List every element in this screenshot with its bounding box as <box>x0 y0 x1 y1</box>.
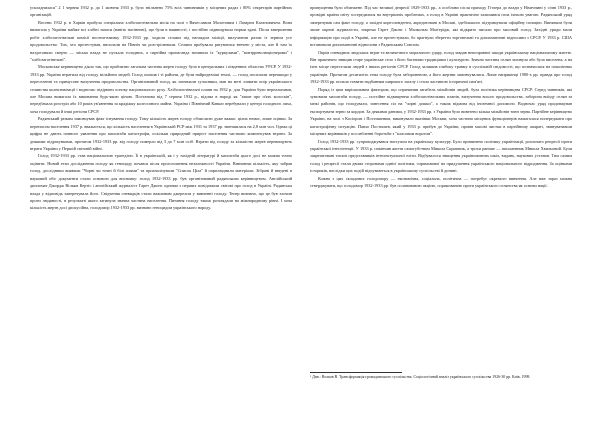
paragraph: Голод 1932-1933 рр. супроводжувався наступом на українську культуру. Було припинено політику українізації, розпочато репресії проти української інтелігенції. У 1933 р. покінчив життя самогубством Микола Скрипник, а трохи раніше — письменник Микола Хвильовий. Були заарештовані тисячі представників інтелектуальної еліти. Відбувалося знищення україномовних шкіл, видань, наукових установ. Тим самим голод і репресії стали двома сторонами однієї політики, спрямованої на придушення українського національного відродження. За оцінками істориків, наслідки цих подій відчуваються в українському суспільстві й донині. <box>310 138 572 174</box>
paragraph: ускладнилася" 2 1 червня 1932 р. до 1 жовтня 1933 р. було звільнено 75% всіх чиновників у місцевих радах і 80% секретарів партійних організацій. <box>30 5 292 18</box>
footnote-separator <box>310 372 402 373</box>
paragraph: Московське керівництво діяло так, що приблизно загальна частина жертв голоду була в центральних і південних областях УРСР. У 1932-1933 рр. Україна втратила від голоду мільйони людей. Голод охопив і ті райони, де були найродючіші землі, — голод посилили перешкоди у переселенні та примусове вилучення продовольства. Організований голод, як зазначали сучасники, мав на меті зламати опір українського селянства колективізації і водночас підірвати основу національного руху. Хлібозаготівельні плани на 1932 р. для України були нереальними, але Москва вимагала їх виконання будь-якою ціною. Постанова від 7 серпня 1932 р., відома в народі як "закон про п'ять колосків", передбачала розстріл або 10 років ув'язнення за крадіжку колгоспного майна. Україна і Північний Кавказ перебували у центрі голодного лиха, хоча голодували й інші регіони СРСР. <box>30 64 292 114</box>
paragraph: Голод 1932-1933 рр. став національною трагедією. Її в українській, як і у західній літературі й масштаби цього досі не можна точно оцінити. Новий етап дослідження голоду як геноциду почався після проголошення незалежності України. Вивчаючи кількість, яку забрав голод, дослідники виявили "Чорні чи точні й білі плями" та проаналізували "Список Ціла" й оприлюднили матеріали. Зібрані й введені в науковий обіг документи стали основою для висновку: голод 1932-1933 рр. був організований радянським керівництвом. Англійський дипломат Джордж Вільям Кертіс і англійський журналіст Гарет Джонс одними з перших повідомили світові про голод в Україні. Радянська влада у відповідь заперечувала його. Свідчення очевидців стали важливим джерелом у вивченні голоду. Тепер визнано, що це був злочин проти людяності, в результаті якого загинула значна частина населення. Питання голоду також розглядали на міжнародному рівні. І хоча кількість жертв досі дискусійна, голодомор 1932-1933 рр. визнано геноцидом українського народу. <box>30 153 292 211</box>
right-text-column <box>310 4 572 190</box>
footnote: ¹ Див.: Волков В. Трансформація громадянського суспільства. Соціологічний аналіз українського суспільства 1926-30 рр. Київ, 1998. <box>310 375 531 379</box>
paragraph: Восени 1932 р. в Харків прибула спеціальна хлібозаготівельна місія на чолі з Вячеславом Молотовим і Лазарем Кагановичем. Вона вимагала у України майже всі хлібні запаси (навіть насіннєві), що були в наявності, і постійно підвищувала норми здачі. Після завершення робіт хлібозаготівельні комісії восени-взимку 1932-1933 рр. ходили селами під наглядом міліції, вилучаючи разом із зерном усе продовольство. Тих, хто протестував, висилали на Північ чи розстрілювали. Селяни пробували рятуватися втечею у міста, але й там їх наздоганяли смерть — міська влада не пускала голодних, а партійна пропаганда називала їх "куркулями", "контрреволюціонерами" і "хлібозаготівельні". <box>30 19 292 62</box>
left-text-column <box>30 4 292 212</box>
paragraph: Радянський режим замовчував факт існування голоду. Тому кількість жертв голоду обчислити дуже важко: цілих немає, лише оцінки. За переписом населення 1937 р. вважається, що кількість населення в Українській РСР між 1931 та 1937 рр. зменшилася на 2,8 млн чол. Однак ці цифри не дають повного уявлення про масштаби катастрофи, оскільки природний приріст населення частково компенсував втрати. За деякими підрахунками, протягом 1932-1933 рр. від голоду померло від 3 до 7 млн осіб. Втрати від голоду за кількістю жертв перевищують втрати України у Першій світовій війні. <box>30 116 292 152</box>
paragraph: Окрім очевидних людських втрат та величезного морального удару, голод завдав непоправної шкоди українському національному життю. Він практично знищив старе українське село з його багатими традиціями і культурою. Значна частина селян загинула або була виселена, а на їхнє місце переселяли людей з інших регіонів СРСР. Голод залишив глибоку травму в суспільній свідомості, що позначилася на поколіннях українців. Протягом десятиліть тема голоду була забороненою, а його жертви замовчувалися. Лише наприкінці 1980-х рр. правда про голод 1932-1933 рр. почала ставати надбанням широкого загалу і стала частиною історичної пам'яті. <box>310 49 572 85</box>
paragraph: Кожна з цих складових голодомору — економічна, соціальна, політична — потребує окремого вивчення. Але вже зараз можна стверджувати, що голодомор 1932-1933 рр. був спланованою акцією, спрямованою проти українського селянства як основи нації. <box>310 175 572 189</box>
paragraph: припущення було обмежене. Під час великої депресії 1929-1933 рр., а особливо після приходу Гітлера до влади у Німеччині у січні 1933 р., провідні країни світу зосередилися на внутрішніх проблемах, а голод в Україні практично залишився поза їхньою увагою. Радянський уряд заперечував сам факт голоду, а західні кореспонденти, акредитовані в Москві, здебільшого підтримували офіційну позицію. Винятком були лише окремі журналісти, зокрема Гарет Джонс і Малкольм Маґґерідж, які відкрито писали про масовий голод. Західні уряди мали інформацію про події в Україні, але не протестували, бо прагнули зберегти торговельні та дипломатичні відносини з СРСР. У 1933 р. США встановили дипломатичні відносини з Радянським Союзом. <box>310 5 572 48</box>
paragraph: Поряд із цим вирішальним фактором, що спричинив загибель мільйонів людей, була політика керівництва СРСР. Серед чинників, які зумовили масштаби голоду, — постійне підвищення хлібозаготівельних планів, вилучення всього продовольства, заборона виїзду селян за межі районів, що голодували, занесення сіл на "чорні дошки", а також відмова від іноземної допомоги. Водночас уряд продовжував експортувати зерно за кордон. За деякими даними, у 1932-1933 рр. з України було вивезено кілька мільйонів тонн зерна. Партійне керівництво України, на чолі з Косіором і Постишевим, виконувало вказівки Москви, хоча частина місцевих функціонерів намагалася попереджати про катастрофічну ситуацію. Павло Постишев, який у 1933 р. прибув до України, провів масові чистки в партійному апараті, звинувативши місцевих керівників у послабленні боротьби з "класовим ворогом". <box>310 86 572 137</box>
